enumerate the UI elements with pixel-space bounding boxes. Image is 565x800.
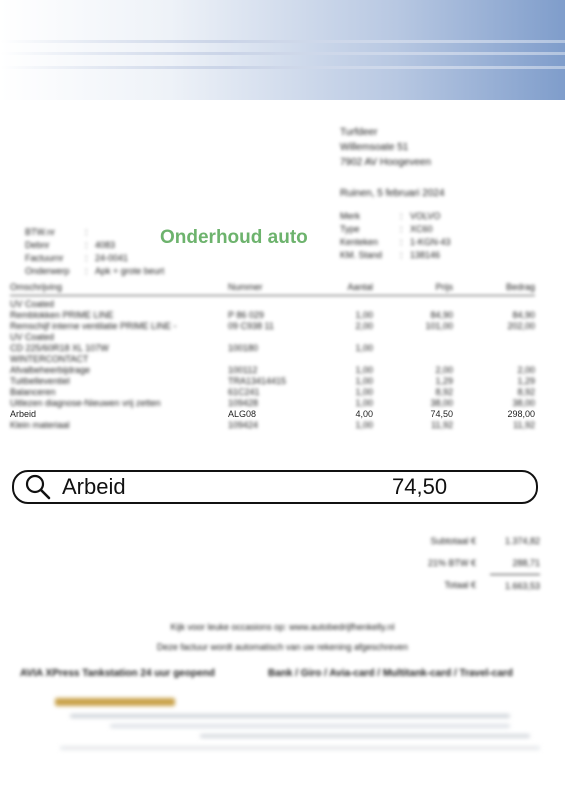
meta-row: BTW.nr :: [25, 227, 88, 237]
table-cell: 2,00: [435, 365, 453, 375]
table-cell: P 86 029: [228, 310, 264, 320]
table-cell: 38,00: [430, 398, 453, 408]
table-row: [10, 299, 535, 310]
table-row: [10, 332, 535, 343]
header-stripe: [0, 66, 565, 69]
search-result-bar[interactable]: [12, 470, 538, 504]
table-cell: 1,00: [355, 398, 373, 408]
table-cell: [318, 354, 373, 365]
footer-decoration: [50, 690, 550, 750]
table-row: [10, 365, 535, 376]
table-cell: CD 225/60R18 XL 107W: [10, 343, 109, 353]
table-cell: 1,00: [355, 376, 373, 386]
decor-stripe: [55, 698, 175, 706]
footer-payment: Bank / Giro / Avia-card / Multitank-card / Travel-card: [268, 668, 513, 679]
table-cell: Klein materiaal: [10, 420, 70, 430]
table-cell: 202,00: [507, 321, 535, 331]
meta-row: Debnr : 4083: [25, 240, 116, 250]
totals: [380, 530, 540, 597]
address-line: 7902 AV Hoogeveen: [340, 157, 432, 168]
header-band: [0, 0, 565, 100]
decor-stripe: [70, 714, 510, 718]
address-line: Turfdeer: [340, 127, 378, 138]
decor-stripe: [60, 746, 540, 750]
table-cell: [453, 299, 535, 310]
table-row: [10, 398, 535, 409]
meta-row: Merk : VOLVO: [340, 211, 441, 221]
table-cell: [453, 354, 535, 365]
table-row: [10, 409, 535, 420]
table-cell: [228, 299, 318, 310]
footer-website: Kijk voor leuke occasions op: www.autobedrijfhenkelly.nl: [170, 622, 395, 632]
table-cell: 84,90: [430, 310, 453, 320]
table-cell: 298,00: [507, 409, 535, 419]
table-cell: Afvalbeheerbijdrage: [10, 365, 91, 375]
table-cell: [228, 354, 318, 365]
table-cell: 4,00: [355, 409, 373, 419]
table-row: [10, 310, 535, 321]
table-cell: 38,00: [512, 398, 535, 408]
table-cell: 84,90: [512, 310, 535, 320]
table-cell: 1,00: [355, 343, 373, 353]
decor-stripe: [110, 724, 510, 728]
search-icon: [24, 473, 52, 501]
meta-right: [340, 210, 451, 262]
table-cell: 1,00: [355, 365, 373, 375]
table-cell: 100180: [228, 343, 259, 353]
page-title: Onderhoud auto: [160, 227, 308, 248]
table-row: [10, 343, 535, 354]
search-label: Arbeid: [62, 474, 126, 499]
table-cell: 1,00: [355, 387, 373, 397]
column-header: Nummer: [228, 282, 263, 292]
vat-row: 21% BTW € 288,71: [427, 558, 540, 568]
table-cell: [453, 332, 535, 343]
subtotal-row: Subtotaal € 1.374,82: [430, 536, 540, 546]
decor-stripe: [200, 734, 530, 738]
address-line: Willemsoate 51: [340, 142, 409, 153]
table-cell: 74,50: [430, 409, 453, 419]
table-cell: [453, 343, 535, 354]
table-cell: [318, 332, 373, 343]
table-cell: 1,00: [355, 420, 373, 430]
table-cell: [373, 343, 453, 354]
table-cell: 1,29: [435, 376, 453, 386]
table-cell: [228, 332, 318, 343]
table-cell: 1,29: [517, 376, 535, 386]
table-cell: 09 C938 11: [228, 321, 274, 331]
table-cell: Arbeid: [10, 409, 37, 419]
table-cell: UV Coated: [10, 299, 55, 309]
invoice-table: [10, 282, 535, 431]
table-cell: 11,92: [431, 420, 453, 430]
table-row: [10, 376, 535, 387]
column-header: Prijs: [435, 282, 453, 292]
invoice-date: Ruinen, 5 februari 2024: [340, 188, 445, 199]
table-cell: 2,00: [355, 321, 373, 331]
table-cell: Remschijf interne ventilatie PRIME LINE -: [10, 321, 177, 331]
table-cell: 1,00: [355, 310, 373, 320]
table-cell: 109428: [228, 398, 259, 408]
table-cell: [318, 299, 373, 310]
table-cell: [373, 354, 453, 365]
table-cell: WINTERCONTACT: [10, 354, 89, 364]
meta-left: [25, 226, 164, 278]
table-cell: Uitlezen diagnose-Nieuwen vrij zetten: [10, 398, 161, 408]
column-header: Omschrijving: [10, 282, 63, 292]
table-cell: 2,00: [517, 365, 535, 375]
table-cell: TRA13414415: [228, 376, 287, 386]
table-cell: [373, 332, 453, 343]
table-cell: [373, 299, 453, 310]
table-cell: Remblokken PRIME LINE: [10, 310, 114, 320]
table-cell: 109424: [228, 420, 259, 430]
meta-row: Type : XC60: [340, 224, 433, 234]
table-row: [10, 420, 535, 431]
table-header: [10, 282, 535, 296]
table-cell: ALG08: [228, 409, 257, 419]
column-header: Bedrag: [505, 282, 535, 292]
footer-station: AVIA XPress Tankstation 24 uur geopend: [20, 668, 215, 679]
meta-row: Factuurnr : 24-0041: [25, 253, 129, 263]
meta-row: Kenteken : 1-KGN-43: [340, 237, 451, 247]
meta-row: KM. Stand : 138146: [340, 250, 441, 260]
table-body: [10, 299, 535, 431]
table-cell: 8,92: [517, 387, 535, 397]
total-row: Totaal € 1.663,53: [380, 574, 540, 597]
table-cell: 8,92: [435, 387, 453, 397]
table-row: [10, 354, 535, 365]
table-cell: UV Coated: [10, 332, 55, 342]
column-header: Aantal: [347, 282, 373, 292]
table-cell: 11,92: [513, 420, 535, 430]
table-cell: 61C241: [228, 387, 260, 397]
footer-note: Deze factuur wordt automatisch van uw rekening afgeschreven: [156, 642, 409, 652]
search-price: 74,50: [392, 474, 448, 499]
supplier-address: [340, 125, 431, 170]
meta-row: Onderwerp : Apk + grote beurt: [25, 266, 165, 276]
table-cell: Balanceren: [10, 387, 56, 397]
table-row: [10, 387, 535, 398]
table-row: [10, 321, 535, 332]
table-cell: 100112: [228, 365, 258, 375]
header-stripe: [0, 52, 565, 55]
table-cell: Tuitbelleventiel: [10, 376, 70, 386]
header-stripe: [0, 40, 565, 43]
table-cell: 101,00: [425, 321, 453, 331]
